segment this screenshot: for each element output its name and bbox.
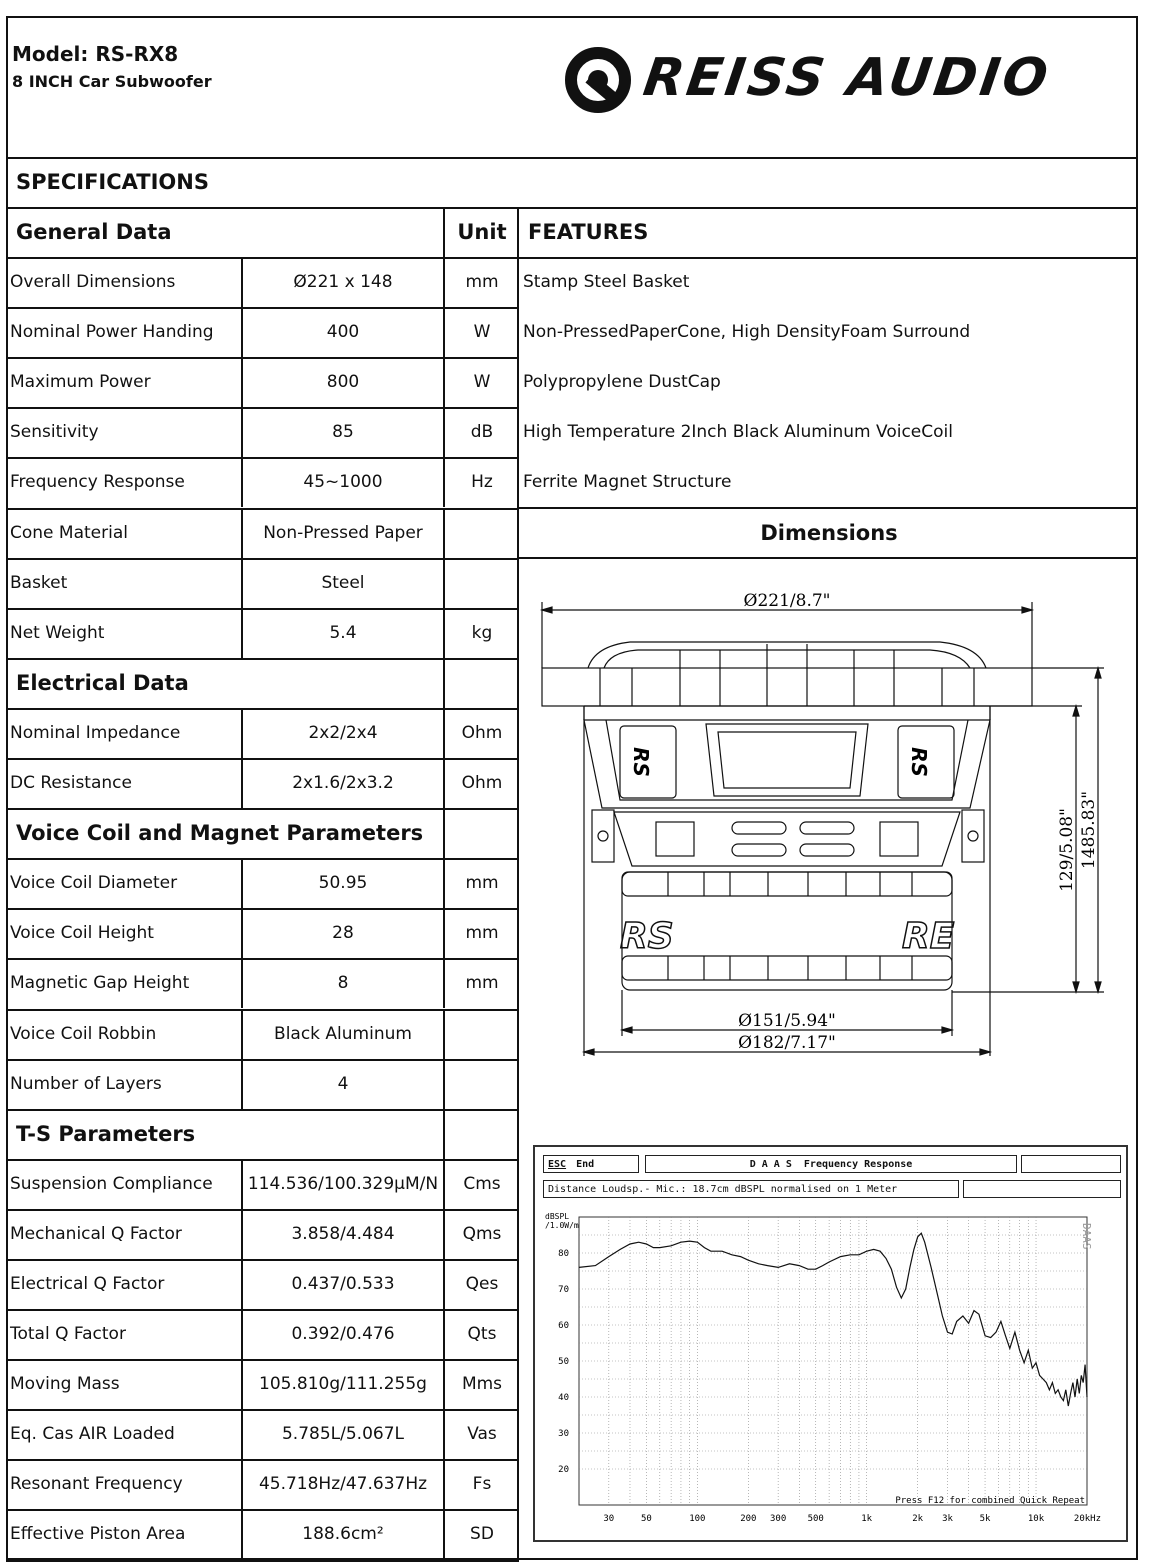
general-row-unit [446,508,518,558]
voicecoil-row-unit: mm [465,973,499,993]
general-data-header: General Data [16,220,172,244]
frequency-response-curve [579,1233,1087,1406]
y-tick-label: 70 [558,1285,569,1295]
ts-row-label: Mechanical Q Factor [10,1224,182,1244]
ts-section-title: T-S Parameters [16,1121,196,1146]
basket-logo-left: RS [629,747,653,777]
general-row-value: Non-Pressed Paper [263,523,423,543]
electrical-row-value: 2x1.6/2x3.2 [292,773,394,793]
general-row-value: 5.4 [329,623,357,643]
graph-title-blank [1021,1155,1121,1173]
y-axis-label: /1.0W/m [545,1221,579,1230]
dimensions-title: Dimensions [760,520,898,545]
general-row-unit: kg [471,623,493,643]
x-tick-label: 2k [912,1514,924,1524]
y-tick-label: 50 [558,1357,569,1367]
voicecoil-row-unit: mm [465,873,499,893]
x-tick-label: 500 [807,1514,824,1524]
general-row-unit: W [473,372,491,392]
ts-row-label: Electrical Q Factor [10,1274,165,1294]
dim-top-label: Ø221/8.7" [743,591,831,611]
frequency-response-chart [535,1205,1126,1540]
voicecoil-row-value: 28 [332,923,354,943]
ts-row-label: Eq. Cas AIR Loaded [10,1424,175,1444]
general-row-unit [446,558,518,608]
voicecoil-row-label: Magnetic Gap Height [10,973,190,993]
y-tick-label: 30 [558,1429,569,1439]
graph-title: D A A S Frequency Response [645,1155,1017,1173]
x-tick-label: 300 [770,1514,787,1524]
graph-info-blank [963,1180,1121,1198]
brand-name: REISS AUDIO [639,48,1055,108]
general-row-unit: Hz [471,472,493,492]
ts-row-unit: Qms [462,1224,502,1244]
feature-item: Polypropylene DustCap [523,372,721,392]
x-tick-label: 50 [640,1514,652,1524]
graph-watermark: DAAS [1080,1223,1093,1250]
x-tick-label: 30 [603,1514,615,1524]
general-row-label: Overall Dimensions [10,272,176,292]
voicecoil-row-value: 8 [337,973,349,993]
electrical-row-label: DC Resistance [10,773,132,793]
x-tick-label: 5k [979,1514,991,1524]
end-label: End [576,1158,595,1170]
general-row-label: Cone Material [10,523,128,543]
ts-row-unit: SD [470,1524,494,1544]
x-tick-label: 200 [740,1514,757,1524]
magnet-logo-right: RE [902,916,955,957]
voicecoil-row-unit: mm [465,923,499,943]
voicecoil-row-label: Voice Coil Height [10,923,154,943]
dim-height1-label: 129/5.08" [1057,808,1077,892]
voicecoil-row-label: Voice Coil Diameter [10,873,178,893]
general-row-value: 800 [326,372,360,392]
dim-bottom2-label: Ø182/7.17" [738,1033,836,1053]
y-tick-label: 20 [558,1465,569,1475]
ts-row-label: Effective Piston Area [10,1524,186,1544]
dim-bottom1-label: Ø151/5.94" [738,1011,836,1031]
electrical-row-label: Nominal Impedance [10,723,181,743]
ts-row-label: Moving Mass [10,1374,120,1394]
feature-item: High Temperature 2Inch Black Aluminum VoiceCoil [523,422,953,442]
x-tick-label: 20kHz [1073,1514,1101,1524]
ts-row-label: Suspension Compliance [10,1174,213,1194]
x-tick-label: 100 [689,1514,706,1524]
general-row-label: Net Weight [10,623,105,643]
ts-row-value: 105.810g/111.255g [259,1374,427,1394]
electrical-row-unit: Ohm [461,773,503,793]
electrical-section-title: Electrical Data [16,670,189,695]
voicecoil-row-value: 50.95 [318,873,368,893]
x-tick-label: 3k [942,1514,953,1524]
voicecoil-row-value: 4 [337,1074,349,1094]
general-row-value: Ø221 x 148 [293,272,393,292]
ts-row-label: Resonant Frequency [10,1474,183,1494]
general-row-value: 85 [332,422,354,442]
voicecoil-row-label: Number of Layers [10,1074,162,1094]
voicecoil-row-unit [446,1009,518,1059]
general-row-unit: mm [465,272,499,292]
ts-row-value: 114.536/100.329μM/N [247,1174,439,1194]
ts-row-unit: Mms [461,1374,503,1394]
features-header: FEATURES [528,220,649,244]
ts-row-value: 3.858/4.484 [291,1224,395,1244]
general-row-label: Basket [10,573,68,593]
ts-row-unit: Vas [467,1424,497,1444]
unit-header: Unit [457,220,507,244]
ts-row-label: Total Q Factor [10,1324,126,1344]
general-row-unit: W [473,322,491,342]
y-tick-label: 40 [558,1393,569,1403]
graph-info: Distance Loudsp.- Mic.: 18.7cm dBSPL normalised on 1 Meter [543,1180,959,1198]
esc-button[interactable] [543,1155,639,1173]
ts-row-value: 188.6cm² [302,1524,384,1544]
x-tick-label: 1k [861,1514,873,1524]
general-row-label: Nominal Power Handing [10,322,214,342]
frequency-response-panel [533,1145,1128,1542]
model-title: Model: RS-RX8 [12,42,179,66]
ts-row-value: 5.785L/5.067L [281,1424,404,1444]
y-axis-label: dBSPL [545,1212,570,1221]
ts-row-value: 45.718Hz/47.637Hz [258,1474,428,1494]
electrical-row-unit: Ohm [461,723,503,743]
electrical-row-value: 2x2/2x4 [308,723,378,743]
general-row-label: Sensitivity [10,422,99,442]
brand-logo [562,40,1082,120]
feature-item: Stamp Steel Basket [523,272,690,292]
y-tick-label: 60 [558,1321,569,1331]
general-row-label: Maximum Power [10,372,151,392]
general-row-value: 400 [326,322,360,342]
ts-row-value: 0.392/0.476 [291,1324,395,1344]
voicecoil-section-title: Voice Coil and Magnet Parameters [16,821,424,846]
graph-footer: Press F12 for combined Quick Repeat [895,1496,1085,1506]
feature-item: Ferrite Magnet Structure [523,472,732,492]
ts-row-unit: Qes [465,1274,499,1294]
general-row-unit: dB [470,422,494,442]
ts-row-unit: Cms [463,1174,501,1194]
x-tick-label: 10k [1027,1514,1045,1524]
specifications-title: SPECIFICATIONS [16,170,209,194]
general-row-value: Steel [321,573,365,593]
speaker-drawing [520,560,1138,1100]
dim-height2-label: 1485.83" [1079,790,1099,870]
speaker-drawing-svg [520,560,1138,1100]
general-row-label: Frequency Response [10,472,185,492]
ts-row-unit: Qts [467,1324,497,1344]
esc-label: ESC [548,1158,567,1170]
voicecoil-row-unit [446,1059,518,1109]
general-row-value: 45~1000 [303,472,383,492]
y-tick-label: 80 [558,1249,569,1259]
basket-logo-right: RS [907,747,931,777]
ts-row-unit: Fs [472,1474,492,1494]
ts-row-value: 0.437/0.533 [291,1274,395,1294]
voicecoil-row-label: Voice Coil Robbin [10,1024,157,1044]
magnet-logo-left: RS [620,916,674,957]
voicecoil-row-value: Black Aluminum [274,1024,412,1044]
model-subtitle: 8 INCH Car Subwoofer [12,72,212,91]
feature-item: Non-PressedPaperCone, High DensityFoam Surround [523,322,971,342]
